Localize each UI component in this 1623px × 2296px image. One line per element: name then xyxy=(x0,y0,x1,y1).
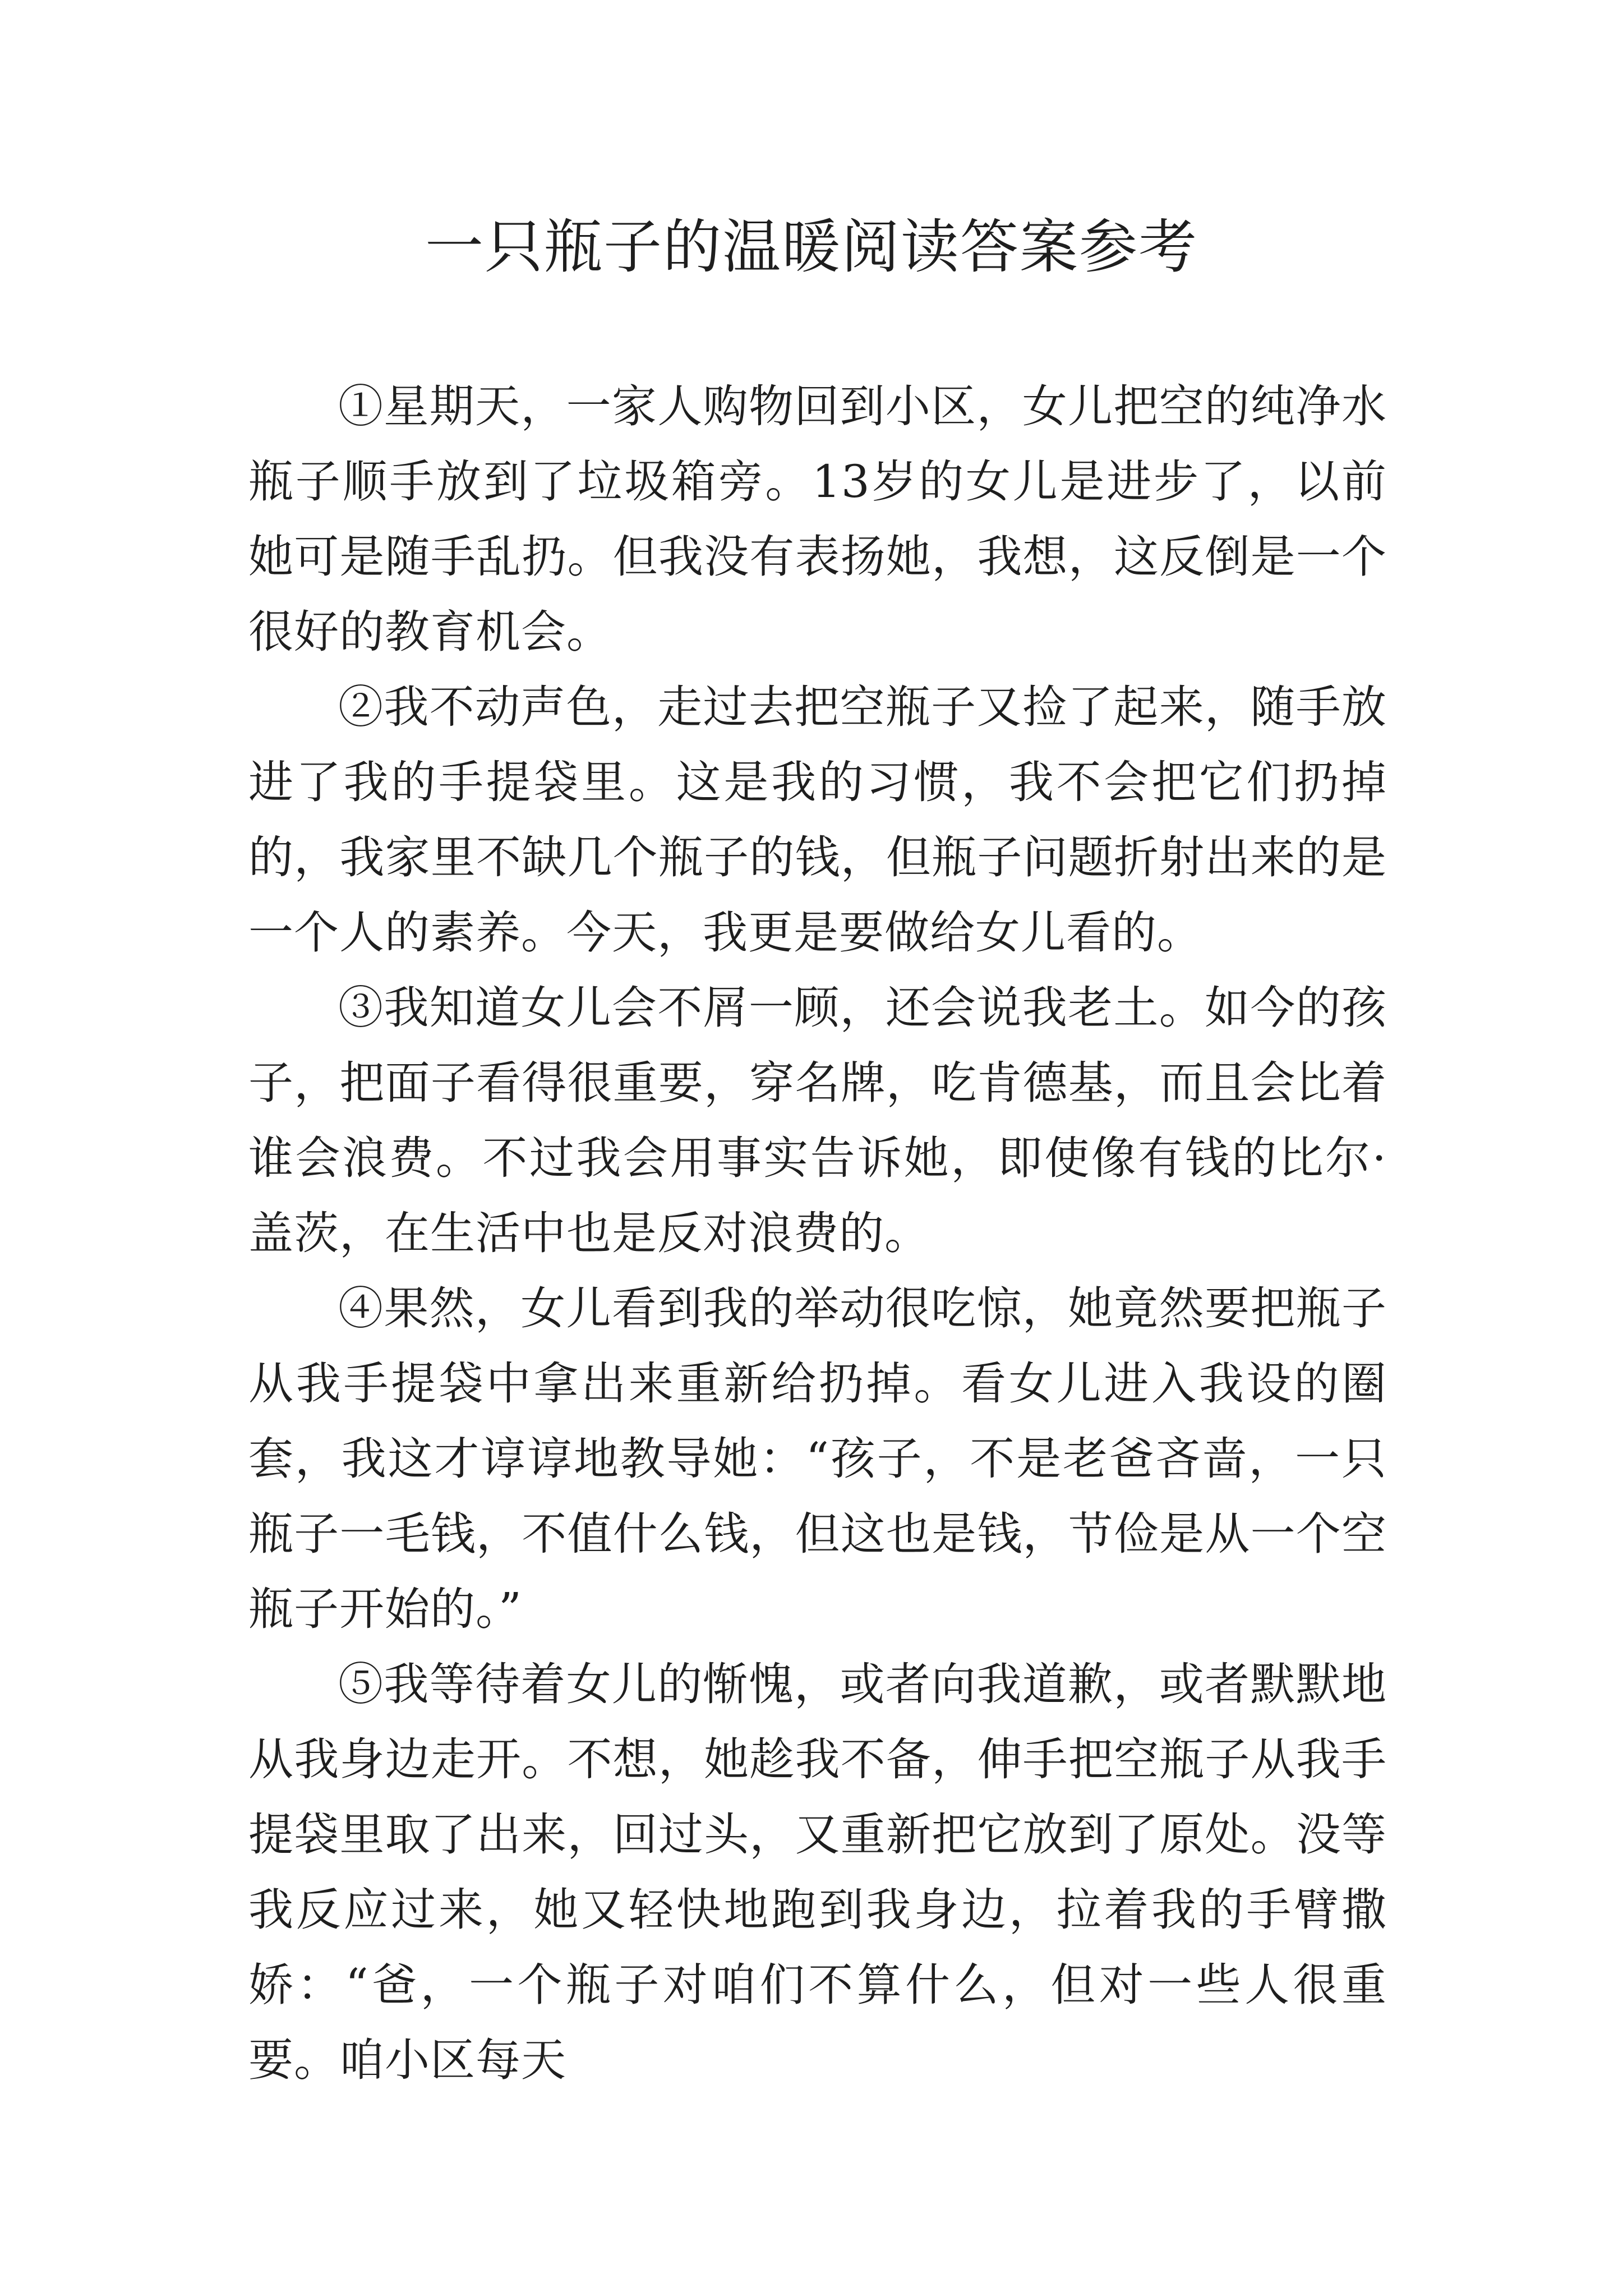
paragraph-3: ③我知道女儿会不屑一顾，还会说我老土。如今的孩子，把面子看得很重要，穿名牌，吃肯德基，而且会比着谁会浪费。不过我会用事实告诉她，即使像有钱的比尔·盖茨，在生活中也是反对浪费的。 xyxy=(248,982,1387,1259)
paragraph-2: ②我不动声色，走过去把空瓶子又捡了起来，随手放进了我的手提袋里。这是我的习惯，我不会把它们扔掉的，我家里不缺几个瓶子的钱，但瓶子问题折射出来的是一个人的素养。今天，我更是要做给女儿看的。 xyxy=(248,681,1387,959)
paragraph-5: ⑤我等待着女儿的惭愧，或者向我道歉，或者默默地从我身边走开。不想，她趁我不备，伸手把空瓶子从我手提袋里取了出来，回过头，又重新把它放到了原处。没等我反应过来，她又轻快地跑到我身边，拉着我的手臂撒娇：“爸，一个瓶子对咱们不算什么，但对一些人很重要。咱小区每天 xyxy=(248,1658,1387,2086)
paragraph-4: ④果然，女儿看到我的举动很吃惊，她竟然要把瓶子从我手提袋中拿出来重新给扔掉。看女儿进入我设的圈套，我这才谆谆地教导她：“孩子，不是老爸吝啬，一只瓶子一毛钱，不值什么钱，但这也是钱，节俭是从一个空瓶子开始的。” xyxy=(248,1282,1387,1635)
paragraph-1: ①星期天，一家人购物回到小区，女儿把空的纯净水瓶子顺手放到了垃圾箱旁。13岁的女儿是进步了，以前她可是随手乱扔。但我没有表扬她，我想，这反倒是一个很好的教育机会。 xyxy=(248,380,1387,658)
document-title: 一只瓶子的温暖阅读答案参考 xyxy=(425,213,1198,281)
document-body xyxy=(248,369,1387,2098)
